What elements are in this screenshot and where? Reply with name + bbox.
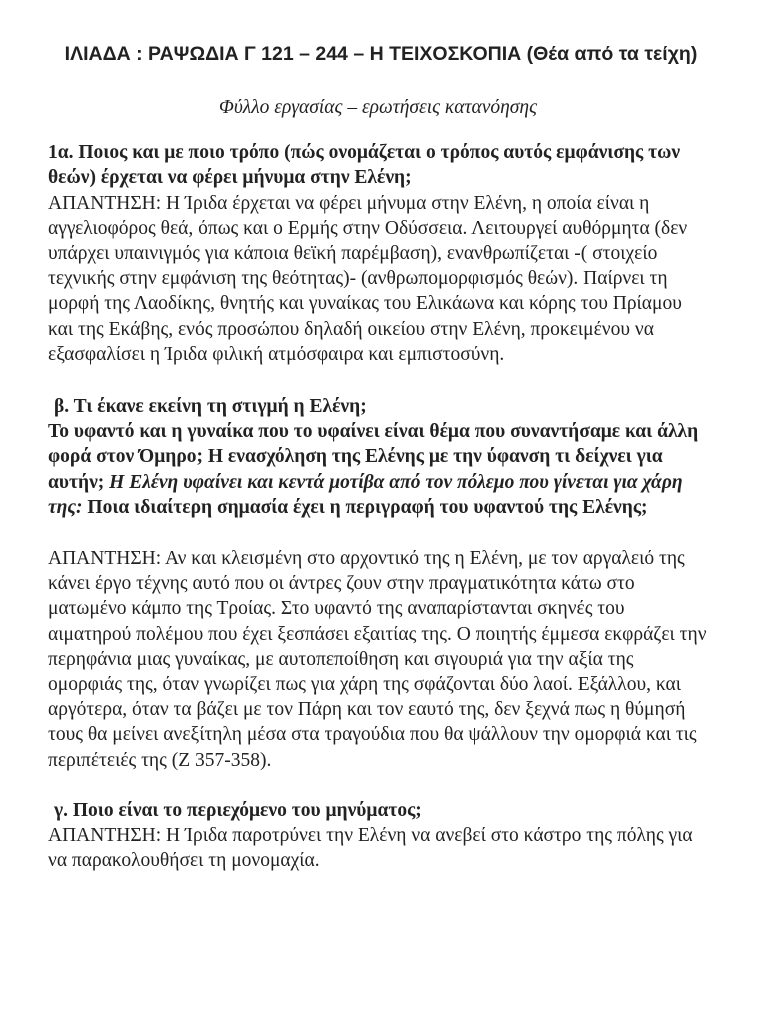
question-1a: 1α. Ποιος και με ποιο τρόπο (πώς ονομάζεται ο τρόπος αυτός εμφάνισης των θεών) έρχεται να φέρει μήνυμα στην Ελένη; [48,142,681,189]
answer-1b: ΑΠΑΝΤΗΣΗ: Αν και κλεισμένη στο αρχοντικό της η Ελένη, με τον αργαλειό της κάνει έργο τέχνης αυτό που οι άντρες ζουν στην πραγματικότητα κάτω στο ματωμένο κάμπο της Τροίας. Στο υφαντό της αναπαρίστανται σκηνές του αιματηρού πολέμου που έχει ξεσπάσει εξαιτίας της. Ο ποιητής έμμεσα εκφράζει την περηφάνια μιας γυναίκας, με αυτοπεποίθηση και σιγουριά για την αξία της ομορφιάς της, όταν γνωρίζει πως για χάρη της σφάζονται δύο λαοί. Εξάλλου, και αργότερα, όταν τα βάζει με τον Πάρη και τον εαυτό της, δεν ξεχνά πως η θύμησή τους θα μείνει ανεξίτηλη μέσα στα τραγούδια που θα ψάλλουν την ομορφιά και τις περιπέτειές της (Ζ 357-358). [48,548,707,771]
answer-1a: ΑΠΑΝΤΗΣΗ: Η Ίριδα έρχεται να φέρει μήνυμα στην Ελένη, η οποία είναι η αγγελιοφόρος θεά, όπως και ο Ερμής στην Οδύσσεια. Λειτουργεί αυθόρμητα (δεν υπάρχει υπαινιγμός για κάποια θεϊκή παρέμβαση), ενανθρωπίζεται -( στοιχείο τεχνικής στην εμφάνιση της θεότητας)- (ανθρωπομορφισμός θεών). Παίρνει τη μορφή της Λαοδίκης, θνητής και γυναίκας του Ελικάωνα και κόρης του Πρίαμου και της Εκάβης, ενός προσώπου δηλαδή οικείου στην Ελένη, προκειμένου να εξασφαλίσει η Ίριδα φιλική ατμόσφαιρα και εμπιστοσύνη. [48,192,688,365]
worksheet-subtitle: Φύλλο εργασίας – ερωτήσεις κατανόησης [218,97,538,118]
answer-1c: ΑΠΑΝΤΗΣΗ: Η Ίριδα παροτρύνει την Ελένη να ανεβεί στο κάστρο της πόλης για να παρακολουθήσει τη μονομαχία. [48,825,693,872]
question-1b-body [48,419,708,520]
question-1b-part1: Το υφαντό και η γυναίκα που το υφαίνει είναι θέμα που συναντήσαμε και άλλη φορά στον Όμηρο; Η ενασχόληση της Ελένης με την ύφανση τι δείχνει για αυτήν; [48,421,699,493]
question-1b-title: β. Τι έκανε εκείνη τη στιγμή η Ελένη; [54,396,367,418]
question-1b-italic-part: Η Ελένη υφαίνει και κεντά μοτίβα από τον πόλεμο που γίνεται για χάρη της: [48,471,683,518]
question-1b-part3: Ποια ιδιαίτερη σημασία έχει η περιγραφή του υφαντού της Ελένης; [82,496,648,518]
question-1c: γ. Ποιο είναι το περιεχόμενο του μηνύματος; [54,799,422,821]
document-title: ΙΛΙΑΔΑ : ΡΑΨΩΔΙΑ Γ 121 – 244 – Η ΤΕΙΧΟΣΚΟΠΙΑ (Θέα από τα τείχη) [64,43,698,65]
